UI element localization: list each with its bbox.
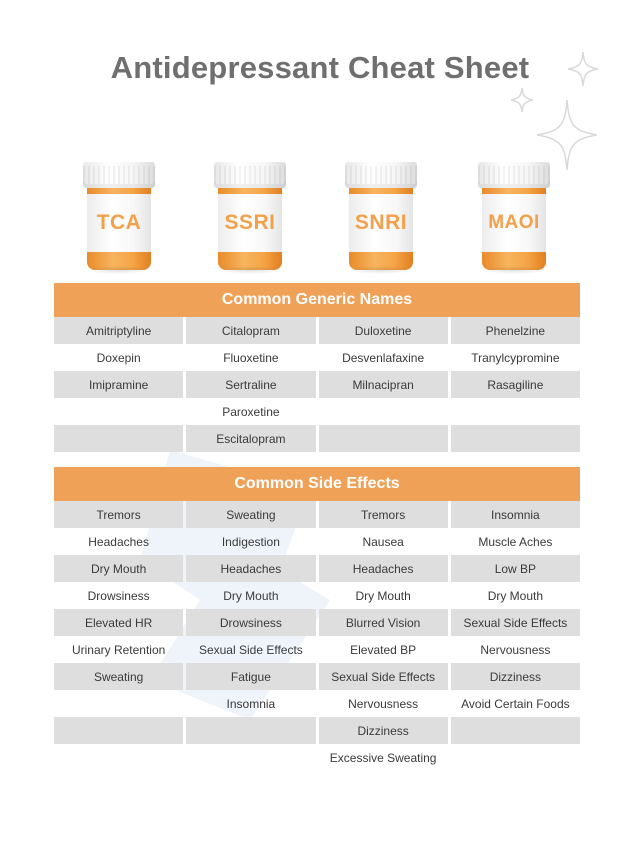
table-cell: Phenelzine	[451, 317, 580, 344]
table-cell: Escitalopram	[186, 425, 315, 452]
table-row	[54, 501, 580, 528]
table-row	[54, 582, 580, 609]
pill-bottle-tca	[83, 162, 155, 274]
table-cell	[451, 717, 580, 744]
table-cell: Insomnia	[226, 696, 276, 711]
table-cell: Sexual Side Effects	[319, 663, 448, 690]
table-cell: Headaches	[88, 534, 149, 549]
table-cell: Urinary Retention	[71, 642, 166, 657]
table-cell: Drowsiness	[87, 588, 150, 603]
table-cell: Nervousness	[480, 642, 551, 657]
table-cell: Drowsiness	[186, 609, 315, 636]
table-row	[54, 690, 580, 717]
table-cell	[451, 425, 580, 452]
pill-bottle-ssri	[214, 162, 286, 274]
table-cell: Doxepin	[96, 350, 141, 365]
table-cell: Sweating	[54, 663, 183, 690]
table-row	[54, 744, 580, 771]
table-cell: Sexual Side Effects	[198, 642, 303, 657]
table-cell: Headaches	[319, 555, 448, 582]
table-row	[54, 663, 580, 690]
table-cell: Avoid Certain Foods	[461, 696, 570, 711]
generic-names-table	[54, 283, 580, 452]
table-row	[54, 398, 580, 425]
bottle-label: SNRI	[349, 194, 413, 252]
table-cell: Dizziness	[319, 717, 448, 744]
table-row	[54, 371, 580, 398]
table-cell	[451, 398, 580, 425]
bottle-row	[0, 162, 640, 280]
table-row	[54, 717, 580, 744]
side-effects-table	[54, 467, 580, 771]
bottle-label: TCA	[87, 194, 151, 252]
table-cell: Nausea	[362, 534, 404, 549]
table-cell: Dry Mouth	[487, 588, 544, 603]
table-cell	[54, 744, 183, 771]
table-cell: Excessive Sweating	[329, 750, 437, 765]
table-row	[54, 528, 580, 555]
table-cell: Tranylcypromine	[471, 350, 560, 365]
table-cell: Elevated HR	[54, 609, 183, 636]
table-cell	[319, 398, 448, 425]
table-cell: Tremors	[319, 501, 448, 528]
table-cell: Nervousness	[348, 696, 419, 711]
pill-bottle-maoi	[478, 162, 550, 274]
section-header: Common Side Effects	[54, 467, 580, 501]
table-cell: Duloxetine	[319, 317, 448, 344]
table-cell: Dizziness	[451, 663, 580, 690]
table-row	[54, 636, 580, 663]
table-cell: Muscle Aches	[478, 534, 553, 549]
table-row	[54, 344, 580, 371]
table-cell	[54, 690, 183, 717]
table-cell: Headaches	[186, 555, 315, 582]
table-cell: Indigestion	[221, 534, 280, 549]
table-cell	[186, 744, 315, 771]
sparkle-icon	[511, 88, 533, 112]
table-row	[54, 317, 580, 344]
sparkle-icon	[537, 100, 597, 170]
bottle-label: SSRI	[218, 194, 282, 252]
table-cell: Dry Mouth	[223, 588, 279, 603]
table-cell	[54, 398, 183, 425]
table-cell: Amitriptyline	[54, 317, 183, 344]
table-cell	[186, 717, 315, 744]
page-title: Antidepressant Cheat Sheet	[110, 50, 530, 85]
table-cell: Rasagiline	[451, 371, 580, 398]
pill-bottle-snri	[345, 162, 417, 274]
table-cell: Sweating	[186, 501, 315, 528]
table-cell	[54, 425, 183, 452]
table-cell	[319, 425, 448, 452]
section-header: Common Generic Names	[54, 283, 580, 317]
table-cell	[451, 744, 580, 771]
table-row	[54, 555, 580, 582]
table-cell: Elevated BP	[350, 642, 417, 657]
table-cell: Blurred Vision	[319, 609, 448, 636]
table-row	[54, 609, 580, 636]
table-cell: Insomnia	[451, 501, 580, 528]
table-cell: Dry Mouth	[355, 588, 411, 603]
table-cell: Low BP	[451, 555, 580, 582]
bottle-label: MAOI	[482, 194, 546, 252]
table-cell	[54, 717, 183, 744]
table-cell: Citalopram	[186, 317, 315, 344]
table-cell: Desvenlafaxine	[342, 350, 425, 365]
table-cell: Milnacipran	[319, 371, 448, 398]
table-cell: Dry Mouth	[54, 555, 183, 582]
table-cell: Imipramine	[54, 371, 183, 398]
table-cell: Fluoxetine	[223, 350, 279, 365]
table-cell: Sexual Side Effects	[451, 609, 580, 636]
table-cell: Paroxetine	[222, 404, 280, 419]
table-cell: Tremors	[54, 501, 183, 528]
table-cell: Sertraline	[186, 371, 315, 398]
table-row	[54, 425, 580, 452]
sparkle-icon	[568, 52, 598, 86]
table-cell: Fatigue	[186, 663, 315, 690]
